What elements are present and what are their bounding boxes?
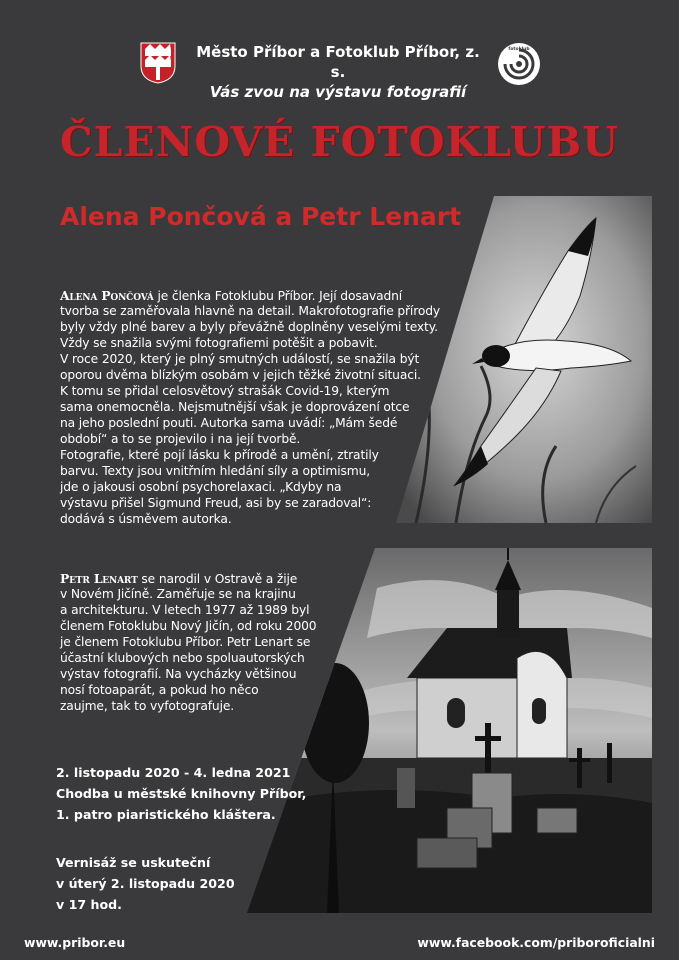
- bio-line: období“ a to se projevilo i na její tvorbě.: [60, 432, 301, 446]
- page-subtitle: Alena Pončová a Petr Lenart: [60, 202, 462, 231]
- bio-line: K tomu se přidal celosvětový strašák Covid-19, kterým: [60, 384, 390, 398]
- header-line1: Město Příbor a Fotoklub Příbor, z. s.: [196, 43, 480, 81]
- bio-line: na jeho poslední pouti. Autorka sama uvádí: „Mám šedé: [60, 416, 398, 430]
- bio-line: v Novém Jičíně. Zaměřuje se na krajinu: [60, 587, 296, 601]
- coat-of-arms-icon: [140, 42, 176, 84]
- bio-line: byly vždy plné barev a byly převážně doplněny veselými texty.: [60, 320, 438, 334]
- vernisage-line1: Vernisáž se uskuteční: [56, 855, 211, 870]
- bio-line: a architekturu. V letech 1977 až 1989 byl: [60, 603, 310, 617]
- bio-line: Fotografie, které pojí lásku k přírodě a umění, ztratily: [60, 448, 379, 462]
- event-info: [56, 762, 306, 825]
- header: [188, 42, 488, 102]
- bio-line: barvu. Texty jsou vnitřním hledání síly a optimismu,: [60, 464, 370, 478]
- event-floor: 1. patro piaristického kláštera.: [56, 807, 276, 822]
- bio-line: sama onemocněla. Nejsmutnější však je doprovázení otce: [60, 400, 410, 414]
- author-name: Petr Lenart: [60, 571, 138, 586]
- facebook-link[interactable]: www.facebook.com/priboroficialni: [417, 935, 655, 950]
- header-line2: Vás zvou na výstavu fotografií: [209, 83, 467, 101]
- bio-line: výstav fotografií. Na vycházky většinou: [60, 667, 297, 681]
- page-title: ČLENOVÉ FOTOKLUBU: [60, 118, 619, 166]
- vernisage-info: [56, 852, 235, 915]
- event-date: 2. listopadu 2020 - 4. ledna 2021: [56, 765, 291, 780]
- bio-line: jde o jakousi osobní psychorelaxaci. „Kdyby na: [60, 480, 342, 494]
- website-link[interactable]: www.pribor.eu: [24, 935, 126, 950]
- bio-line: účastní klubových nebo spoluautorských: [60, 651, 305, 665]
- vernisage-line2: v úterý 2. listopadu 2020: [56, 876, 235, 891]
- bio-line: je členka Fotoklubu Příbor. Její dosavadní: [153, 289, 403, 303]
- bio-petr: [60, 571, 360, 716]
- bio-line: dodává s úsměvem autorka.: [60, 512, 232, 526]
- fotoklub-logo-icon: [497, 42, 541, 86]
- bio-line: V roce 2020, který je plný smutných událostí, se snažila být: [60, 352, 420, 366]
- bio-line: Vždy se snažila svými fotografiemi potěšit a pobavit.: [60, 336, 378, 350]
- bio-line: výstavu přišel Sigmund Freud, asi by se zaradoval“:: [60, 496, 372, 510]
- event-place: Chodba u městské knihovny Příbor,: [56, 786, 307, 801]
- bio-line: nosí fotoaparát, a pokud ho něco: [60, 683, 259, 697]
- bio-line: zaujme, tak to vyfotografuje.: [60, 699, 235, 713]
- fotoklub-logo-text: fotoklub: [508, 47, 530, 52]
- bio-line: oporou dvěma blízkým osobám v jejich těžké životní situaci.: [60, 368, 421, 382]
- bio-line: tvorba se zaměřovala hlavně na detail. Makrofotografie přírody: [60, 304, 440, 318]
- author-name: Alena Pončová: [60, 288, 154, 303]
- bio-alena: [60, 288, 460, 528]
- vernisage-line3: v 17 hod.: [56, 897, 122, 912]
- bio-line: členem Fotoklubu Nový Jičín, od roku 2000: [60, 619, 317, 633]
- bio-line: se narodil v Ostravě a žije: [137, 572, 298, 586]
- bio-line: je členem Fotoklubu Příbor. Petr Lenart se: [60, 635, 311, 649]
